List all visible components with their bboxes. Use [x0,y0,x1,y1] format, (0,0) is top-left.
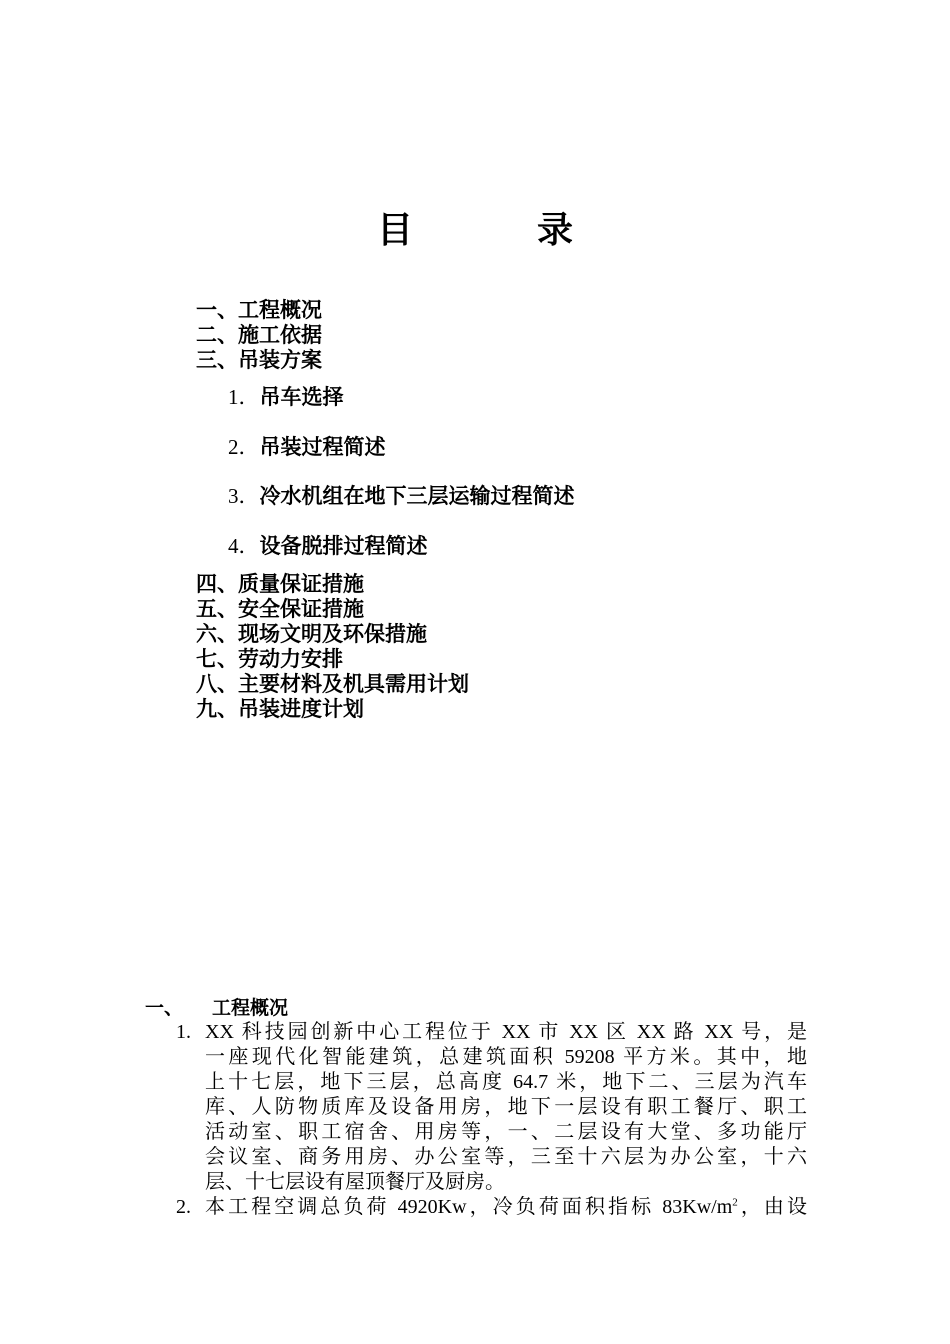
toc-item-3: 三、吊装方案 [196,348,322,372]
toc-item-9: 九、吊装进度计划 [196,697,364,721]
toc-subitem-3 [228,484,575,509]
toc-subitem-2 [228,435,386,460]
toc-subitem-4 [228,534,428,559]
paragraph-line: 会议室、商务用房、办公室等，三至十六层为办公室，十六 [205,1146,807,1168]
paragraph-line: 上十七层，地下三层，总高度 64.7 米，地下二、三层为汽车 [205,1071,807,1093]
toc-subitem-1 [228,385,344,410]
paragraph-text: ，由设 [737,1196,808,1218]
section-title: 工程概况 [212,997,289,1019]
toc-item-6: 六、现场文明及环保措施 [196,622,427,646]
toc-title: 目 录 [376,210,617,251]
toc-subitem-number: 2． [228,435,260,459]
paragraph-line: 一座现代化智能建筑，总建筑面积 59208 平方米。其中，地 [205,1046,807,1068]
section-number: 一、 [145,997,184,1019]
toc-subitem-label: 设备脱排过程简述 [259,534,428,558]
toc-subitem-label: 吊车选择 [259,385,344,409]
toc-item-8: 八、主要材料及机具需用计划 [196,672,469,696]
superscript: 2 [732,1196,738,1209]
toc-item-1: 一、工程概况 [196,298,322,322]
paragraph-line [205,1195,807,1220]
paragraph-text: 本工程空调总负荷 4920Kw，冷负荷面积指标 83Kw/m [205,1196,733,1218]
toc-item-7: 七、劳动力安排 [196,647,343,671]
toc-subitem-number: 3． [228,484,260,508]
toc-subitem-number: 1． [228,385,260,409]
toc-subitem-number: 4． [228,534,260,558]
toc-item-5: 五、安全保证措施 [196,597,364,621]
paragraph-line: 层、十七层设有屋顶餐厅及厨房。 [205,1171,505,1193]
toc-item-2: 二、施工依据 [196,323,322,347]
paragraph-number: 2. [176,1196,191,1218]
toc-subitem-label: 冷水机组在地下三层运输过程简述 [259,484,575,508]
toc-item-4: 四、质量保证措施 [196,572,364,596]
paragraph-number: 1. [176,1021,191,1043]
paragraph-line: XX 科技园创新中心工程位于 XX 市 XX 区 XX 路 XX 号，是 [205,1021,807,1043]
paragraph-line: 活动室、职工宿舍、用房等，一、二层设有大堂、多功能厅 [205,1121,807,1143]
toc-subitem-label: 吊装过程简述 [259,435,386,459]
paragraph-line: 库、人防物质库及设备用房，地下一层设有职工餐厅、职工 [205,1096,807,1118]
